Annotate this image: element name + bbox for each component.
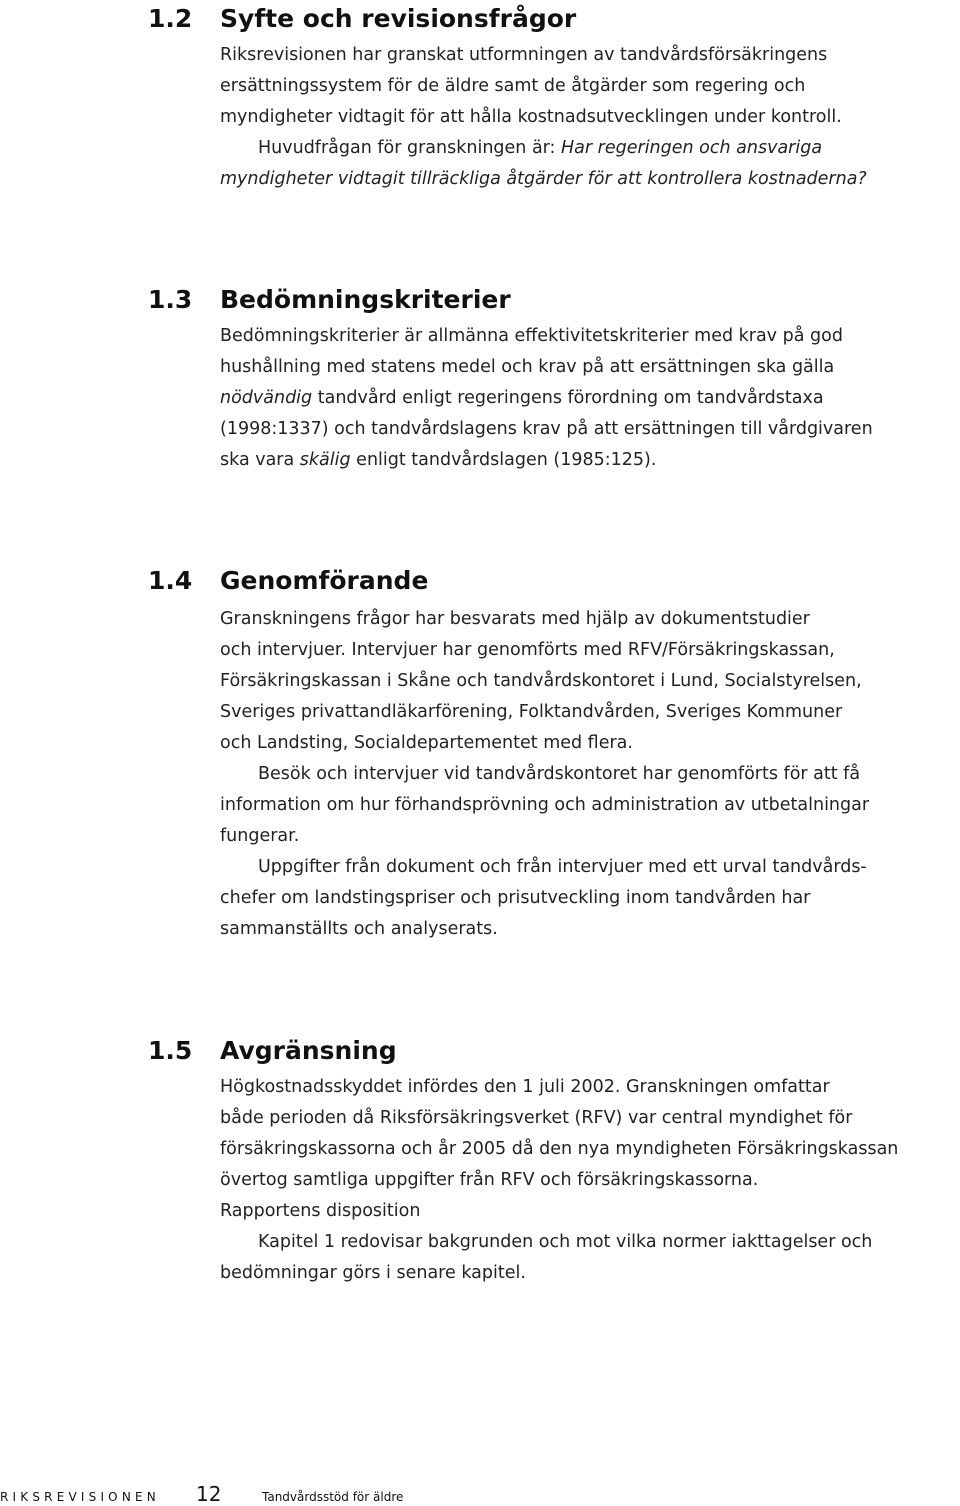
text-line [220, 383, 960, 414]
text-line: fungerar. [220, 826, 300, 846]
text-line: sammanställts och analyserats. [220, 919, 498, 939]
paragraph [220, 852, 960, 945]
text-line: och Landsting, Socialdepartementet med flera. [220, 733, 633, 753]
text-line: information om hur förhandsprövning och administration av utbetalningar [220, 795, 870, 815]
text-line: övertog samtliga uppgifter från RFV och försäkringskassorna. [220, 1170, 759, 1190]
text-line: Uppgifter från dokument och från intervjuer med ett urval tandvårds- [258, 857, 867, 877]
section-body [220, 321, 960, 476]
subheading [220, 1196, 960, 1227]
text-run: ska vara [220, 450, 300, 470]
section-title: Avgränsning [220, 1036, 397, 1065]
text-line: bedömningar görs i senare kapitel. [220, 1263, 526, 1283]
text-line: myndigheter vidtagit för att hålla kostnadsutvecklingen under kontroll. [220, 107, 842, 127]
paragraph [220, 1072, 960, 1196]
page-footer [0, 1482, 960, 1506]
text-line: Försäkringskassan i Skåne och tandvårdskontoret i Lund, Socialstyrelsen, [220, 671, 862, 691]
text-line: försäkringskassorna och år 2005 då den nya myndigheten Försäkringskassan [220, 1139, 899, 1159]
text-line: Bedömningskriterier är allmänna effektivitetskriterier med krav på god [220, 326, 843, 346]
text-line: (1998:1337) och tandvårdslagens krav på att ersättningen till vårdgivaren [220, 419, 873, 439]
footer-document-title: Tandvårdsstöd för äldre [262, 1490, 404, 1504]
emphasis: nödvändig [220, 388, 313, 408]
text-line: ersättningssystem för de äldre samt de åtgärder som regering och [220, 76, 806, 96]
section-body [220, 1072, 960, 1289]
text-run: Huvudfrågan för granskningen är: [258, 138, 562, 158]
section-body [220, 40, 960, 195]
text-line: hushållning med statens medel och krav på att ersättningen ska gälla [220, 357, 835, 377]
section-title: Syfte och revisionsfrågor [220, 4, 577, 33]
text-line: Rapportens disposition [220, 1201, 421, 1221]
text-run: tandvård enligt regeringens förordning om tandvårdstaxa [312, 388, 824, 408]
page-number: 12 [196, 1482, 222, 1506]
paragraph [220, 321, 960, 476]
section-number: 1.4 [148, 566, 193, 595]
paragraph [220, 759, 960, 852]
text-line: Riksrevisionen har granskat utformningen av tandvårdsförsäkringens [220, 45, 828, 65]
text-line: Högkostnadsskyddet infördes den 1 juli 2002. Granskningen omfattar [220, 1077, 830, 1097]
emphasis-line: myndigheter vidtagit tillräckliga åtgärder för att kontrollera kostnaderna? [220, 169, 867, 189]
section-body [220, 604, 960, 945]
footer-organization: RIKSREVISIONEN [0, 1490, 160, 1504]
text-line [220, 445, 960, 476]
text-line [220, 133, 960, 164]
section-number: 1.5 [148, 1036, 193, 1065]
text-line: Granskningens frågor har besvarats med hjälp av dokumentstudier [220, 609, 810, 629]
emphasis: skälig [299, 450, 351, 470]
text-line: både perioden då Riksförsäkringsverket (RFV) var central myndighet för [220, 1108, 853, 1128]
emphasis: Har regeringen och ansvariga [561, 138, 823, 158]
text-run: enligt tandvårdslagen (1985:125). [350, 450, 657, 470]
paragraph [220, 133, 960, 195]
text-line: Besök och intervjuer vid tandvårdskontoret har genomförts för att få [258, 764, 861, 784]
paragraph [220, 604, 960, 759]
text-line: Sveriges privattandläkarförening, Folktandvården, Sveriges Kommuner [220, 702, 843, 722]
section-title: Genomförande [220, 566, 429, 595]
paragraph [220, 1227, 960, 1289]
text-line: chefer om landstingspriser och prisutveckling inom tandvården har [220, 888, 811, 908]
paragraph [220, 40, 960, 133]
section-number: 1.3 [148, 285, 193, 314]
text-line: och intervjuer. Intervjuer har genomförts med RFV/Försäkringskassan, [220, 640, 835, 660]
section-title: Bedömningskriterier [220, 285, 511, 314]
section-number: 1.2 [148, 4, 193, 33]
text-line: Kapitel 1 redovisar bakgrunden och mot vilka normer iakttagelser och [258, 1232, 873, 1252]
